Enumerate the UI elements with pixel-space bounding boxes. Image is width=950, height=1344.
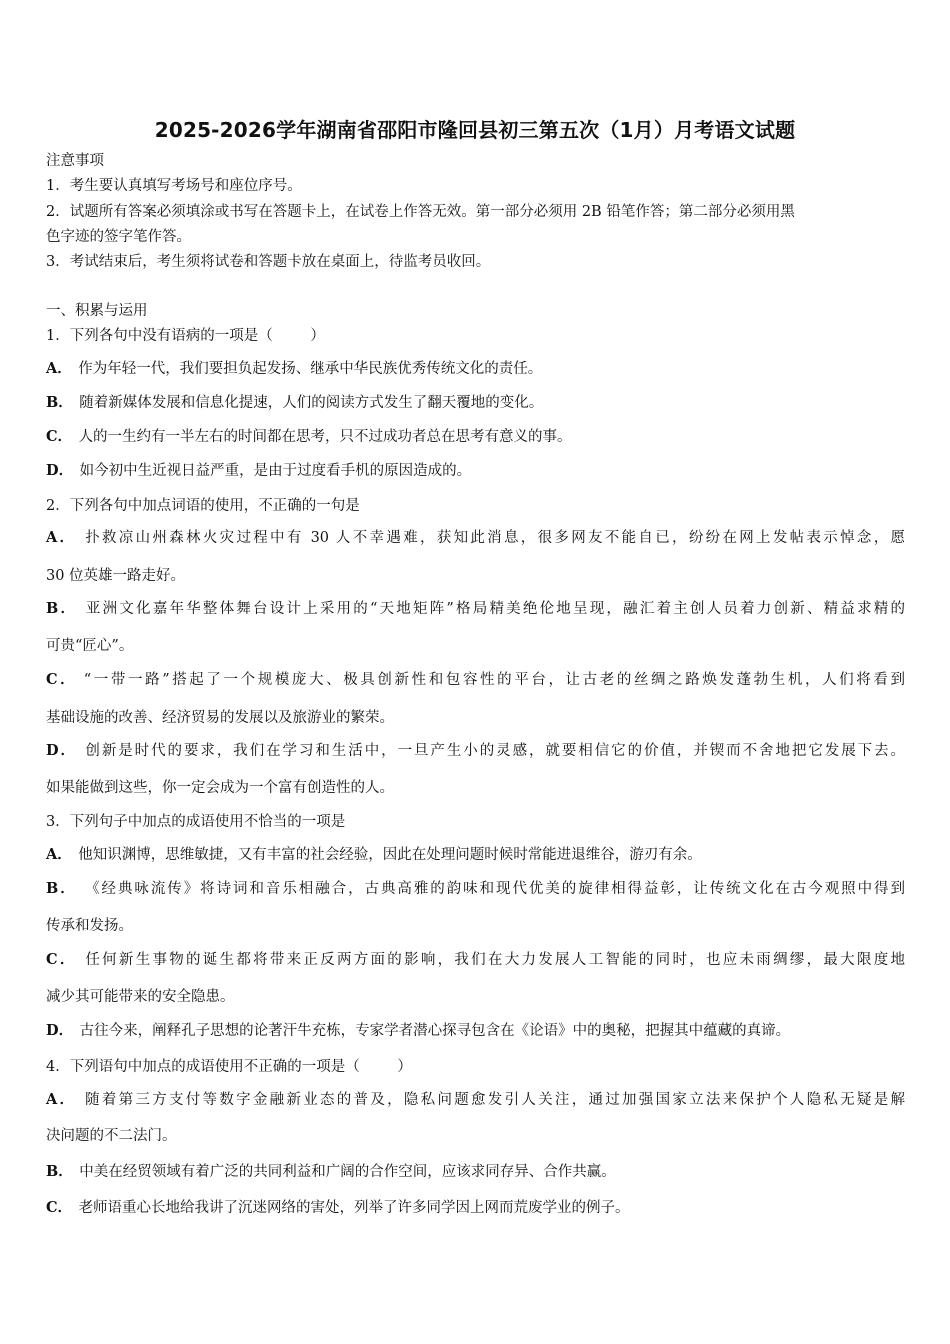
option-label: B． [46,600,78,617]
page-title: 2025-2026学年湖南省邵阳市隆回县初三第五次（1月）月考语文试题 [154,118,796,142]
option-line [46,428,572,446]
option-line [46,360,542,378]
option-continuation: 传承和发扬。 [46,918,133,934]
option-continuation: 减少其可能带来的安全隐患。 [46,989,235,1005]
option-label: C． [46,951,77,968]
notice-item: 1．考生要认真填写考场号和座位序号。 [46,178,302,194]
option-continuation: 基础设施的改善、经济贸易的发展以及旅游业的繁荣。 [46,710,394,726]
option-line [46,671,905,689]
option-text: 人的一生约有一半左右的时间都在思考，只不过成功者总在思考有意义的事。 [78,429,572,445]
option-label: A． [46,529,77,546]
option-text: 作为年轻一代，我们要担负起发扬、继承中华民族优秀传统文化的责任。 [78,361,543,377]
option-line [46,394,543,412]
option-line [46,742,905,760]
option-continuation: 30 位英雄一路走好。 [46,568,186,584]
option-text: 他知识渊博，思维敏捷，又有丰富的社会经验，因此在处理问题时候时常能进退维谷，游刃有余。 [78,847,702,863]
option-line [46,951,905,969]
option-label: B． [46,880,77,897]
option-label: A． [46,846,72,863]
option-text: 随着新媒体发展和信息化提速，人们的阅读方式发生了翻天覆地的变化。 [79,395,544,411]
question-stem: 3．下列句子中加点的成语使用不恰当的一项是 [46,814,346,830]
notice-item: 色字迹的签字笔作答。 [46,229,191,245]
option-text: “一带一路”搭起了一个规模庞大、极具创新性和包容性的平台，让古老的丝绸之路焕发蓬勃生机，人们将看到 [83,672,905,688]
section-heading: 一、积累与运用 [46,303,148,319]
option-label: A． [46,1091,77,1108]
option-label: D． [46,462,74,479]
option-text: 创新是时代的要求，我们在学习和生活中，一旦产生小的灵感，就要相信它的价值，并锲而不舍地把它发展下去。 [83,743,905,759]
option-line [46,1022,790,1040]
option-text: 《经典咏流传》将诗词和音乐相融合，古典高雅的韵味和现代优美的旋律相得益彰，让传统文化在古今观照中得到 [83,881,905,897]
option-line [46,880,905,898]
option-continuation: 决问题的不二法门。 [46,1128,177,1144]
notice-item: 3．考试结束后，考生须将试卷和答题卡放在桌面上，待监考员收回。 [46,254,491,270]
option-line [46,846,702,864]
option-continuation: 可贵“匠心”。 [46,638,134,654]
option-label: C． [46,428,73,445]
option-line [46,462,471,480]
option-text: 亚洲文化嘉年华整体舞台设计上采用的“天地矩阵”格局精美绝伦地呈现，融汇着主创人员着力创新、精益求精的 [83,601,905,617]
option-text: 中美在经贸领域有着广泛的共同利益和广阔的合作空间，应该求同存异、合作共赢。 [79,1164,616,1180]
option-text: 随着第三方支付等数字金融新业态的普及，隐私问题愈发引人关注，通过加强国家立法来保护个人隐私无疑是解 [82,1092,905,1108]
question-stem-text: 1．下列各句中没有语病的一项是（ [46,328,273,344]
option-label: D． [46,1022,74,1039]
question-stem [46,327,325,345]
question-stem [46,1058,412,1076]
option-line [46,1163,616,1181]
option-text: 扑救凉山州森林火灾过程中有 30 人不幸遇难，获知此消息，很多网友不能自已，纷纷在网上发帖表示悼念，愿 [82,530,905,546]
question-stem: 2．下列各句中加点词语的使用，不正确的一句是 [46,498,360,514]
option-label: B． [46,1163,73,1180]
option-label: C． [46,671,78,688]
option-line [46,600,905,618]
notice-item: 2．试题所有答案必须填涂或书写在答题卡上，在试卷上作答无效。第一部分必须用 2B 铅笔作答；第二部分必须用黑 [46,204,795,220]
option-label: C． [46,1199,73,1216]
notice-heading: 注意事项 [46,153,104,169]
option-label: A． [46,360,72,377]
option-label: D． [46,742,77,759]
option-text: 老师语重心长地给我讲了沉迷网络的害处，列举了许多同学因上网而荒废学业的例子。 [78,1200,630,1216]
question-stem-end: ） [310,328,325,344]
option-continuation: 如果能做到这些，你一定会成为一个富有创造性的人。 [46,780,394,796]
question-stem-text: 4．下列语句中加点的成语使用不正确的一项是（ [46,1059,360,1075]
option-text: 古往今来，阐释孔子思想的论著汗牛充栋，专家学者潜心探寻包含在《论语》中的奥秘，把握其中蕴藏的真谛。 [79,1023,791,1039]
option-label: B． [46,394,73,411]
option-line [46,529,905,547]
option-text: 如今初中生近视日益严重，是由于过度看手机的原因造成的。 [79,463,472,479]
option-line [46,1199,630,1217]
question-stem-end: ） [397,1059,412,1075]
option-line [46,1091,905,1109]
option-text: 任何新生事物的诞生都将带来正反两方面的影响，我们在大力发展人工智能的同时，也应未雨绸缪，最大限度地 [83,952,905,968]
